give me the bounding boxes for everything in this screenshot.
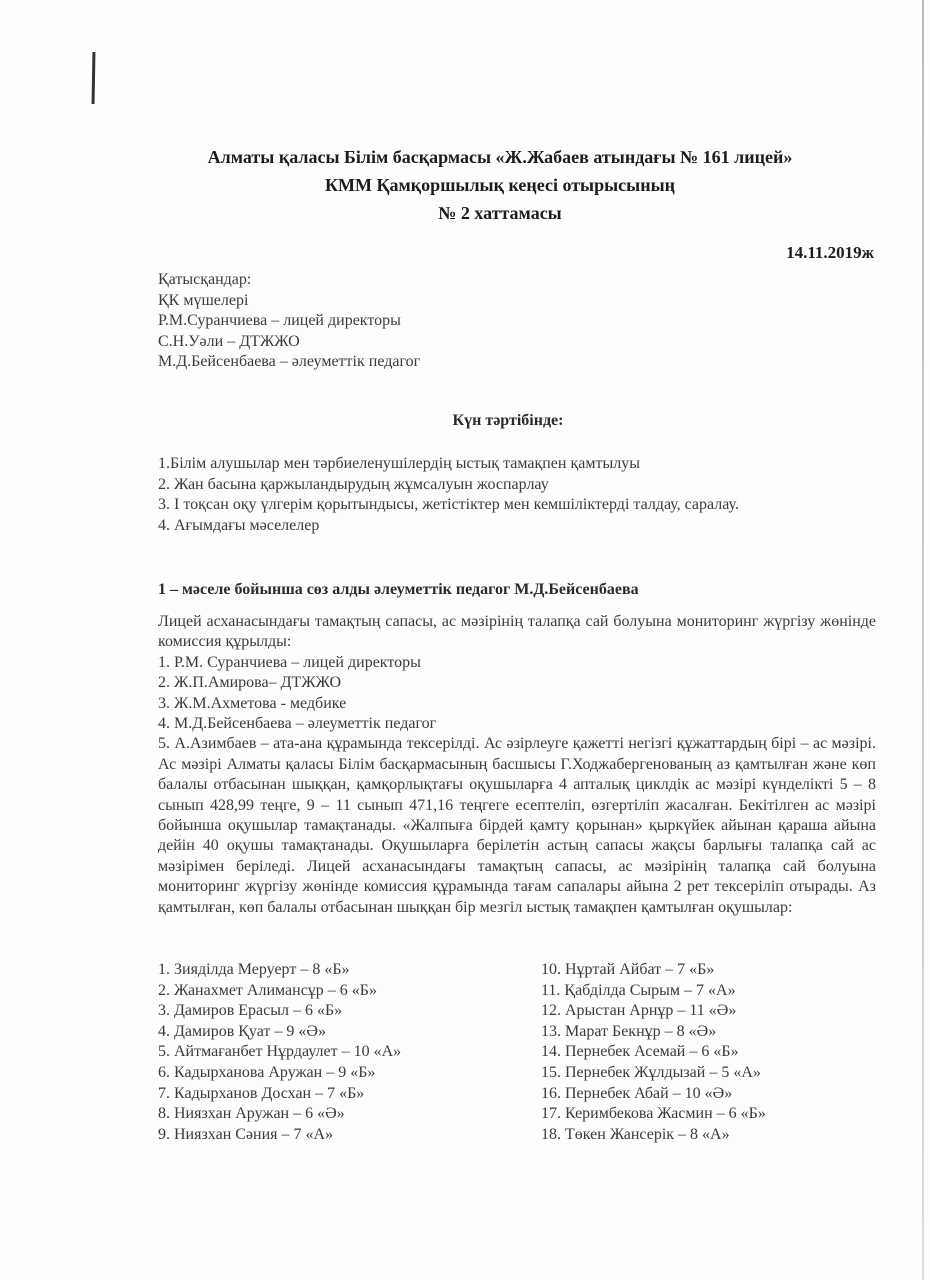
participant-line: Р.М.Суранчиева – лицей директоры <box>158 312 401 330</box>
commission-member: 3. Ж.М.Ахметова - медбике <box>158 694 347 712</box>
agenda-title: Күн тәртібінде: <box>452 412 564 429</box>
student-item: 10. Нұртай Айбат – 7 «Б» <box>541 961 715 978</box>
student-item: 14. Пернебек Асемай – 6 «Б» <box>541 1043 739 1061</box>
student-item: 1. Зиядiлда Меруерт – 8 «Б» <box>158 961 350 978</box>
commission-member: 1. Р.М. Суранчиева – лицей директоры <box>158 653 421 671</box>
student-item: 16. Пернебек Абай – 10 «Ә» <box>541 1084 733 1102</box>
document-date: 14.11.2019ж <box>786 243 874 262</box>
participants-heading: Қатысқандар: <box>158 271 252 288</box>
student-item: 11. Қабділда Сырым – 7 «А» <box>541 981 736 999</box>
page-edge <box>922 0 924 1280</box>
commission-member: 4. М.Д.Бейсенбаева – әлеуметтік педагог <box>158 715 437 733</box>
student-item: 2. Жанахмет Алимансұр – 6 «Б» <box>158 981 377 999</box>
students-list-left <box>158 960 401 1145</box>
student-item: 15. Пернебек Жұлдызай – 5 «А» <box>541 1063 761 1081</box>
student-item: 13. Марат Бекнұр – 8 «Ә» <box>541 1022 717 1040</box>
agenda-list <box>158 454 739 536</box>
student-item: 6. Кадырханова Аружан – 9 «Б» <box>158 1063 376 1081</box>
participant-line: С.Н.Уәли – ДТЖЖО <box>158 332 300 350</box>
participant-line: ҚК мүшелері <box>158 291 249 309</box>
student-item: 9. Ниязхан Сәния – 7 «А» <box>158 1125 334 1143</box>
student-item: 5. Айтмағанбет Нұрдаулет – 10 «А» <box>158 1043 402 1061</box>
title-line-1: Алматы қаласы Білім басқармасы «Ж.Жабаев атындағы № 161 лицей» <box>207 147 793 167</box>
pen-mark <box>92 52 96 104</box>
student-item: 4. Дамиров Қуат – 9 «Ә» <box>158 1022 326 1040</box>
student-item: 17. Керимбекова Жасмин – 6 «Б» <box>541 1105 766 1123</box>
title-line-3: № 2 хаттамасы <box>438 203 562 223</box>
body-paragraph: Лицей асханасындағы тамақтың сапасы, ас мәзірінің талапқа сай болуына мониторинг жүргізу жөнінде комиссия құрылды: <box>158 613 876 651</box>
students-list-right <box>541 960 766 1145</box>
body-paragraph: 5. А.Азимбаев – ата-ана құрамында тексерілді. Ас әзірлеуге қажетті негізгі құжаттардың бірі – ас мәзірі. Ас мәзірі Алматы қаласы Білім басқармасының басшысы Г.Ходжабергенованың аз қамтылған және көп балалы отбасынан шыққан, қамқорлықтағы оқушыларға 4 апталық циклдік ас мәзірі күнделікті 5 – 8 сынып 428,99 теңге, 9 – 11 сынып 471,16 теңгеге есептеліп, өзгертіліп жасалған. Бекітілген ас мәзірі бойынша оқушылар тамақтанады. «Жалпыға бірдей қамту қорынан» қыркүйек айынан қараша айына дейін 40 оқушы тамақтанады. Оқушыларға берілетін астың сапасы жақсы барлығы талапқа сай ас мәзірімен беріледі. Лицей асханасындағы тамақтың сапасы, ас мәзірінің талапқа сай болуына мониторинг жүргізу жөнінде комиссия құрамында тағам сапалары айына 2 рет тексеріліп отырады. Аз қамтылған, көп балалы отбасынан шыққан бір мезгіл ыстық тамақпен қамтылған оқушылар: <box>158 735 876 916</box>
student-item: 12. Арыстан Арнұр – 11 «Ә» <box>541 1002 737 1020</box>
section-1-title: 1 – мәселе бойынша сөз алды әлеуметтік педагог М.Д.Бейсенбаева <box>158 581 639 598</box>
student-item: 8. Ниязхан Аружан – 6 «Ә» <box>158 1105 345 1123</box>
student-item: 7. Кадырханов Досхан – 7 «Б» <box>158 1084 365 1102</box>
section-1-body <box>158 612 876 918</box>
commission-member: 2. Ж.П.Амирова– ДТЖЖО <box>158 674 342 692</box>
student-item: 3. Дамиров Ерасыл – 6 «Б» <box>158 1002 343 1020</box>
title-line-2: КММ Қамқоршылық кеңесі отырысының <box>324 175 676 195</box>
student-item: 18. Төкен Жансерік – 8 «А» <box>541 1125 730 1143</box>
agenda-item: 1.Білім алушылар мен тәрбиеленушілердің ыстық тамақпен қамтылуы <box>158 455 640 472</box>
participants-block <box>158 270 420 373</box>
participant-line: М.Д.Бейсенбаева – әлеуметтік педагог <box>158 353 421 371</box>
agenda-item: 3. І тоқсан оқу үлгерім қорытындысы, жетістіктер мен кемшіліктерді талдау, саралау. <box>158 496 739 514</box>
agenda-item: 2. Жан басына қаржыландырудың жұмсалуын жоспарлау <box>158 475 549 493</box>
agenda-item: 4. Ағымдағы мәселелер <box>158 516 320 534</box>
